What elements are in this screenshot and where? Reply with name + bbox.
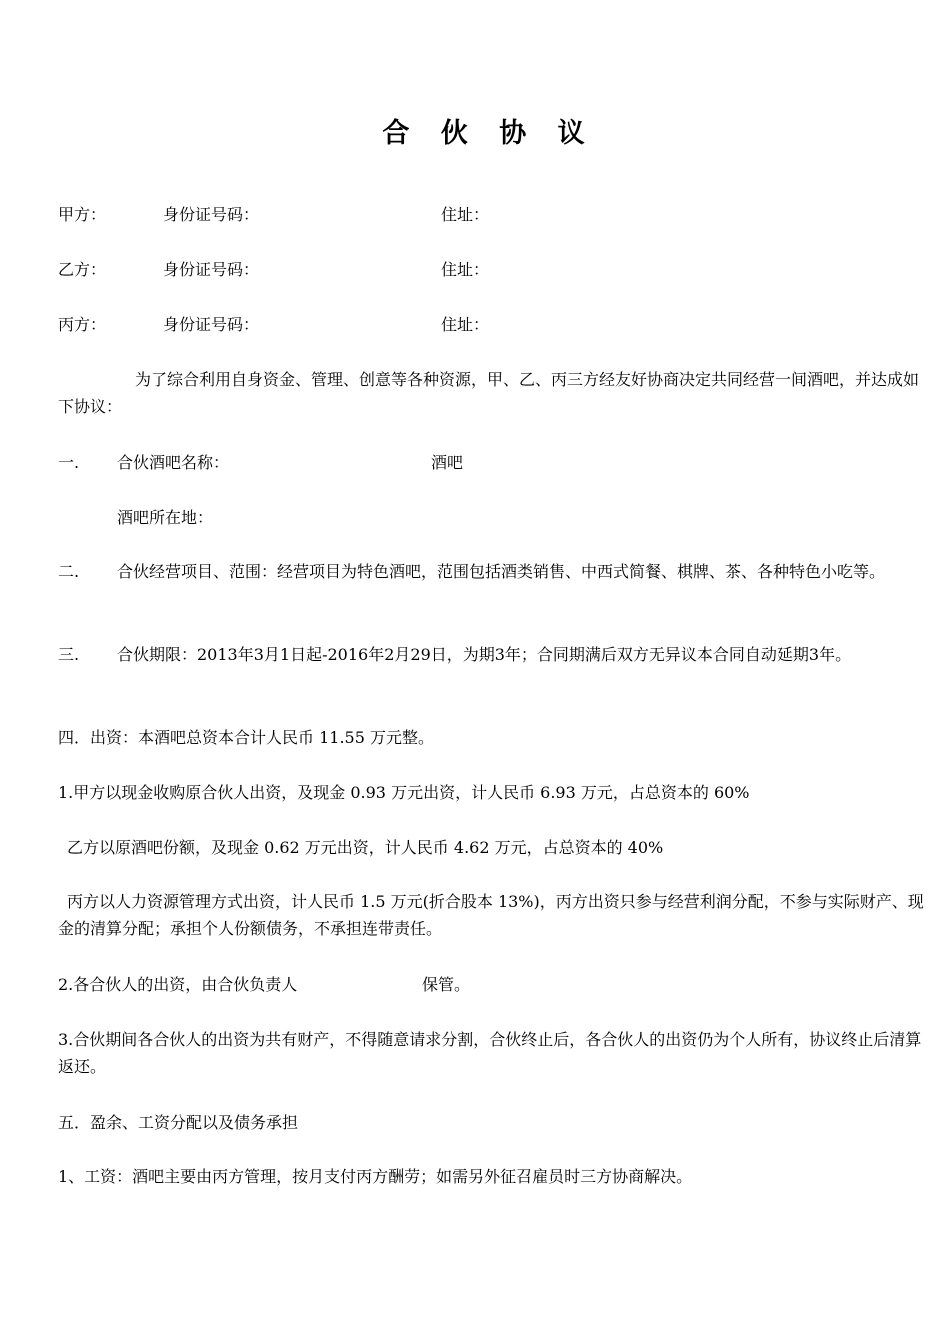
section-5-heading: 五．盈余、工资分配以及债务承担	[58, 1113, 299, 1132]
party-c-address-label: 住址：	[441, 315, 490, 334]
section-1-value: 酒吧	[431, 453, 464, 472]
section-1-number: 一.	[58, 453, 80, 472]
party-b-label: 乙方：	[58, 260, 107, 279]
party-a-address-label: 住址：	[441, 205, 490, 224]
section-3-number: 三.	[58, 645, 80, 664]
party-b-id-label: 身份证号码：	[163, 260, 260, 279]
document-title: 合 伙 协 议	[382, 118, 596, 149]
section-4-para-2: 乙方以原酒吧份额，及现金 0.62 万元出资，计人民币 4.62 万元，占总资本的 40%	[67, 838, 664, 857]
party-c-id-label: 身份证号码：	[163, 315, 260, 334]
section-3-text: 合伙期限：2013年3月1日起-2016年2月29日，为期3年；合同期满后双方无异议本合同自动延期3年。	[117, 645, 852, 664]
section-1-location: 酒吧所在地：	[117, 508, 214, 527]
preamble: 为了综合利用自身资金、管理、创意等各种资源，甲、乙、丙三方经友好协商决定共同经营一间酒吧，并达成如下协议：	[58, 370, 920, 416]
section-4-para-1: 1.甲方以现金收购原合伙人出资，及现金 0.93 万元出资，计人民币 6.93 万元，占总资本的 60%	[58, 783, 750, 802]
section-4-para-4a: 2.各合伙人的出资，由合伙负责人	[58, 975, 298, 994]
party-b-address-label: 住址：	[441, 260, 490, 279]
party-a-label: 甲方：	[58, 205, 107, 224]
section-5-para-1: 1、工资：酒吧主要由丙方管理，按月支付丙方酬劳；如需另外征召雇员时三方协商解决。	[58, 1167, 693, 1186]
party-a-id-label: 身份证号码：	[163, 205, 260, 224]
section-4-para-5: 3.合伙期间各合伙人的出资为共有财产，不得随意请求分割，合伙终止后，各合伙人的出资仍为个人所有，协议终止后清算返还。	[58, 1030, 922, 1076]
section-4-para-3: 丙方以人力资源管理方式出资，计人民币 1.5 万元(折合股本 13%)，丙方出资只参与经营利润分配，不参与实际财产、现金的清算分配；承担个人份额债务，不承担连带责任。	[58, 892, 924, 938]
section-2-number: 二.	[58, 562, 80, 581]
section-1-label: 合伙酒吧名称：	[117, 453, 230, 472]
party-c-label: 丙方：	[58, 315, 107, 334]
section-4-heading: 四．出资：本酒吧总资本合计人民币 11.55 万元整。	[58, 728, 434, 747]
section-2-text: 合伙经营项目、范围：经营项目为特色酒吧，范围包括酒类销售、中西式简餐、棋牌、茶、各种特色小吃等。	[117, 562, 886, 581]
section-4-para-4b: 保管。	[422, 975, 471, 994]
